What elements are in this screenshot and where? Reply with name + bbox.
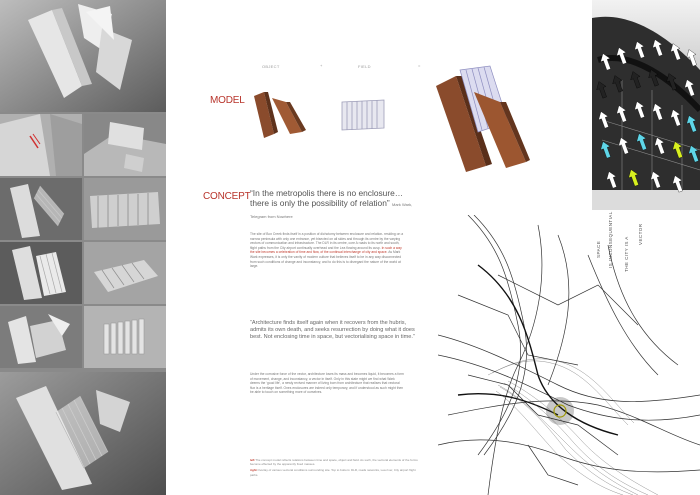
concept-quote [250,188,420,222]
caption-left-text: The concept model reflects relations between time and space, object and field. As such, the vectoral elements of the forms become effected by the apparently fixed masses. [250,458,418,467]
concept-quote-text: “In the metropolis there is no enclosure… there is only the possibility of relation” [250,188,404,208]
paragraph-1-highlight: In such a way the site becomes a celebration of time and flow, of the continual interchange of city and space. [250,245,402,255]
vertical-text-inconsequential: IS INCONSEQUENTIAL [608,211,613,268]
paragraph-1-start: The site of Box Creek finds itself in a position of dichotomy between enclosure and relation- residing on a narrow peninsula with only one entrance, yet bisected on all sides and through its centre by the varying vectors of communication and infrastructure. The DLR in its centre, core A roads to its north and south, flight paths from the City airport continually overhead and the Lea flowing around its cusp. [250,232,404,250]
model-photo-detail-hand [84,114,166,176]
concept-paragraph-2: Under the corrosive force of the vector, architecture loses its mass and becomes liquid, it becomes a form of movement, change, and inconstancy, a vector in itself. Only in this state might we find what Wark deems the ‘good life’, a newly revived manner of living born from architecture that realises that vectoral flux is a heritage itself. Ones enclosures are indeed only temporary, and if understood as such might then be able to touch on something more of ourselves. [250,372,404,395]
architecture-quote: “Architecture finds itself again when it recovers from the hubris, admits its own death, and seeks resurrection by doing what it does best. Not enclosing time in space, but vectorialising space in time.” [250,320,415,340]
object-label: OBJECT [262,64,280,69]
model-title: MODEL [210,95,245,106]
model-photo-detail-red [0,114,82,176]
model-photo-bottom [0,372,166,495]
combined-model-image [430,62,530,174]
model-photo-fold-e [0,306,82,368]
captions [250,458,420,477]
concept-paragraph-1 [250,232,405,269]
vector-arrows-photo [592,0,700,210]
concept-quote-attribution: Mark Wark, Telegram from Nowhere [250,202,413,219]
object-model-image [250,88,306,140]
vertical-text-space: SPACE [596,240,601,258]
model-photo-fold-d [84,242,166,304]
equals-sign: = [418,63,421,68]
model-photo-fold-c [0,242,82,304]
field-model-image [340,98,386,132]
caption-right-text: Overlay of various vectoral conditions surrounding site. Top to bottom: DLR, roads networks, Lea river, City airport flight paths. [250,468,416,477]
vector-map-overlay [438,215,700,495]
plus-sign: + [320,63,323,68]
paragraph-1-end: As Mark Wark expresses, it is only the vanity of modern culture that believes itself to be in any way disconnected from such conditions of change and inconstancy, and to do this is to disregard the nature of the world at large. [250,250,402,269]
caption-right-key: right [250,468,257,473]
model-photo-fold-a [0,178,82,240]
caption-left [250,458,420,466]
concept-title: CONCEPT [203,191,251,202]
model-photo-fold-b [84,178,166,240]
vertical-text-vector: VECTOR [638,223,643,245]
caption-right [250,468,420,476]
field-label: FIELD [358,64,371,69]
vertical-text-city: THE CITY IS A [624,236,629,272]
caption-left-key: left [250,458,255,462]
model-photo-column [0,0,166,495]
model-photo-top [0,0,166,112]
model-photo-fold-f [84,306,166,368]
